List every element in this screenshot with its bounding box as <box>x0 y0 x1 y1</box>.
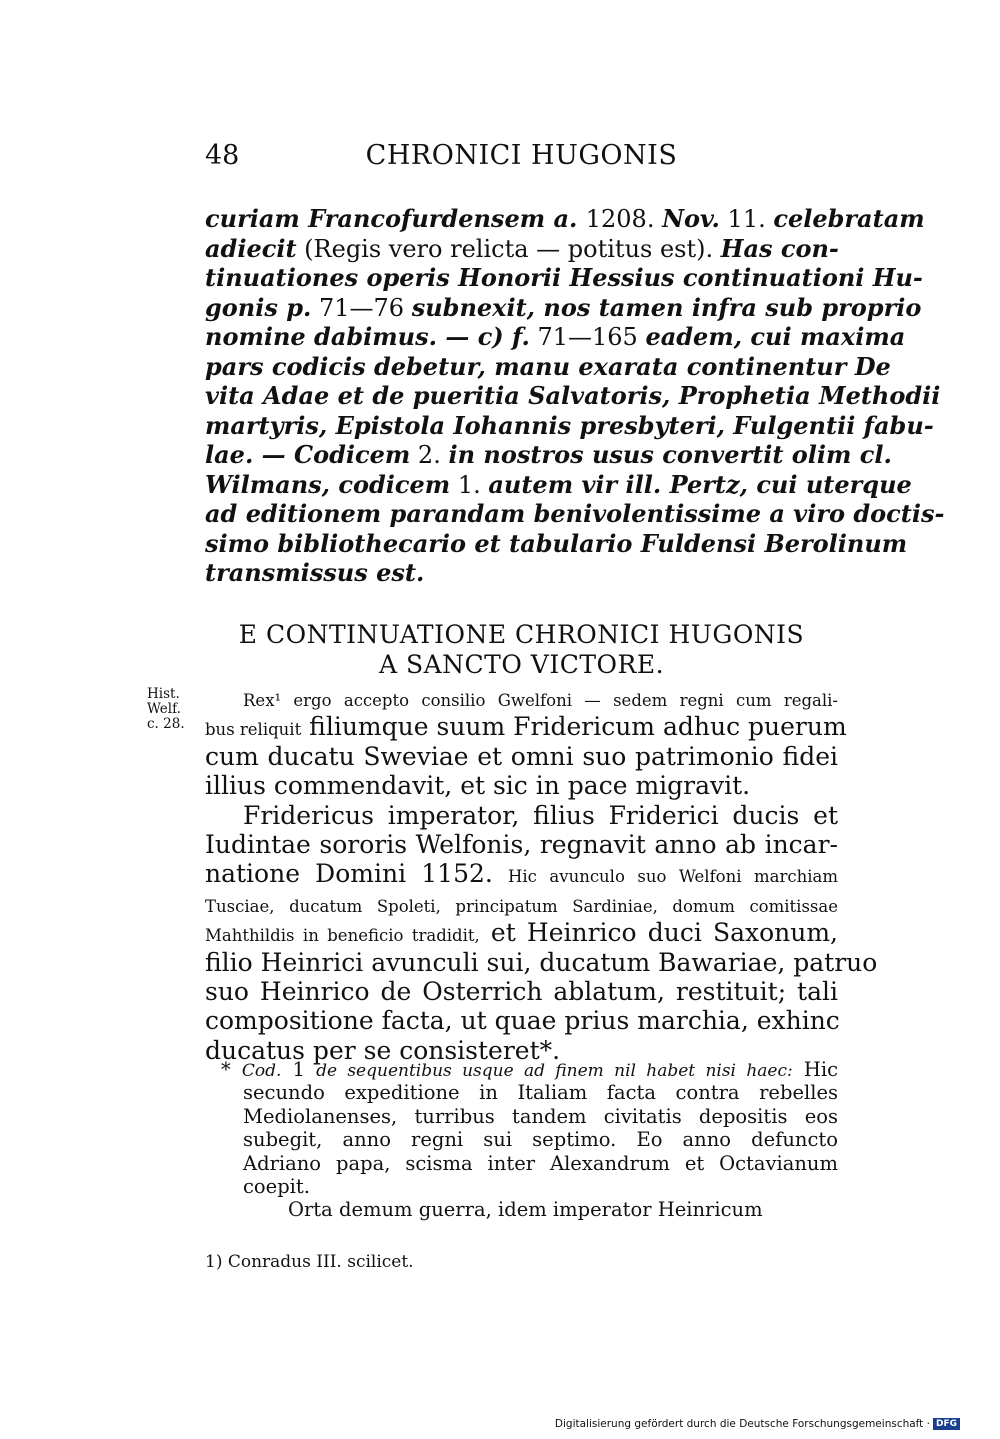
text-span: 71—76 <box>311 293 412 322</box>
footnote-line <box>243 1081 838 1104</box>
text-line <box>205 322 906 352</box>
text-line <box>205 742 838 771</box>
text-span: 1208. <box>585 205 663 233</box>
text-span: * <box>221 1058 242 1081</box>
text-span: Hic avunculo suo Welfoni marchiam <box>508 867 838 887</box>
text-span: Fridericus imperator, filius Friderici ducis et <box>243 800 838 830</box>
footnote <box>221 1058 838 1222</box>
text-span: tinuationes operis Honorii Hessius continuationi Hu- <box>205 263 923 292</box>
text-line <box>205 771 838 800</box>
page-number: 48 <box>205 140 240 171</box>
text-span: celebratam <box>773 204 925 233</box>
margin-note-line: Welf. <box>147 701 181 717</box>
credit-text: Digitalisierung gefördert durch die Deutsche Forschungsgemeinschaft · <box>554 1418 930 1430</box>
text-span: natione Domini 1152. <box>205 859 509 889</box>
text-span: 1. <box>450 470 489 499</box>
text-span: Has con- <box>720 233 839 263</box>
running-title: CHRONICI HUGONIS <box>365 140 678 171</box>
text-line <box>205 410 934 441</box>
text-span: Wilmans, codicem <box>205 469 451 499</box>
text-span: secundo expeditione in Italiam facta contra rebelles <box>243 1081 838 1105</box>
text-line <box>205 263 923 293</box>
text-span: Adriano papa, scisma inter Alexandrum et Octavianum <box>243 1151 838 1175</box>
text-line <box>205 712 847 742</box>
text-span: Orta demum guerra, idem imperator Heinricum <box>288 1198 763 1222</box>
text-span: 71—165 <box>529 323 646 351</box>
text-span: lae. — Codicem <box>205 440 411 469</box>
text-span: autem vir ill. Pertz, cui uterque <box>488 469 912 499</box>
text-span: filio Heinrici avunculi sui, ducatum Bawariae, patruo <box>205 947 878 977</box>
text-span: Cod. <box>241 1061 282 1081</box>
text-span: cum ducatu Sweviae et omni suo patrimonio fidei <box>205 741 838 771</box>
text-line <box>205 499 945 529</box>
text-line <box>205 204 925 234</box>
text-line <box>205 381 941 411</box>
text-span: ducatus per se consisteret*. <box>205 1035 561 1065</box>
text-line <box>205 440 892 470</box>
text-line <box>205 859 838 888</box>
reference-note: 1) Conradus III. scilicet. <box>205 1252 414 1272</box>
text-line <box>205 1006 838 1035</box>
text-span: coepit. <box>243 1174 310 1198</box>
footnote-line <box>243 1175 838 1198</box>
footnote-line <box>243 1198 838 1221</box>
margin-note-line: Hist. <box>147 686 180 702</box>
text-line <box>205 889 838 918</box>
text-span: filiumque suum Fridericum adhuc puerum <box>301 712 847 742</box>
text-span: eadem, cui maxima <box>645 322 906 351</box>
text-span: de sequentibus usque ad finem nil habet nisi haec: <box>316 1061 793 1081</box>
text-span: bus reliquit <box>205 720 302 740</box>
text-span: adiecit <box>205 233 297 263</box>
text-line <box>205 528 908 559</box>
main-text <box>205 683 878 1065</box>
intro-paragraph <box>205 204 945 588</box>
digitization-credit <box>555 1418 960 1430</box>
text-span: suo Heinrico de Osterrich ablatum, restituit; tali <box>205 976 838 1006</box>
text-span: Iudintae sororis Welfonis, regnavit anno ab incar- <box>205 829 838 859</box>
text-span: compositione facta, ut quae prius marchia, exhinc <box>205 1006 840 1036</box>
text-span: Mediolanenses, turribus tandem civitatis depositis eos <box>243 1104 838 1128</box>
text-span: ad editionem parandam benivolentissime a viro doctis- <box>205 499 945 528</box>
text-line <box>205 947 878 977</box>
footnote-line <box>243 1152 838 1175</box>
text-span: transmissus est. <box>205 558 425 587</box>
text-span: 11. <box>719 205 774 233</box>
text-span: subegit, anno regni sui septimo. Eo anno defuncto <box>243 1128 838 1152</box>
text-span: subnexit, nos tamen infra sub proprio <box>411 292 922 322</box>
text-span: a. <box>545 204 586 233</box>
text-line <box>205 830 838 859</box>
text-span: pars codicis debetur, manu exarata continentur De <box>205 351 891 381</box>
text-span: curiam Francofurdensem <box>205 204 546 233</box>
margin-note <box>147 687 203 732</box>
text-span: Hic <box>792 1058 838 1081</box>
text-line <box>205 918 838 947</box>
footnote-line <box>221 1058 838 1081</box>
text-span: Mahthildis in beneficio tradidit, <box>205 926 480 946</box>
text-span: et Heinrico duci Saxonum, <box>479 918 838 948</box>
margin-note-line: c. 28. <box>147 716 185 732</box>
text-span: martyris, Epistola Iohannis presbyteri, Fulgentii fabu- <box>205 410 934 440</box>
text-span: gonis p. <box>205 292 312 322</box>
section-title-line-2: A SANCTO VICTORE. <box>378 650 665 679</box>
text-span: Tusciae, ducatum Spoleti, principatum Sardiniae, domum comitissae <box>205 896 838 916</box>
text-line <box>205 801 838 830</box>
text-span: nomine dabimus. — c) f. <box>205 322 530 351</box>
text-span: illius commendavit, et sic in pace migravit. <box>205 771 751 801</box>
text-span: in nostros usus convertit olim cl. <box>448 440 892 469</box>
text-line <box>205 234 838 264</box>
text-span: Nov. <box>662 204 720 233</box>
page-header <box>205 140 838 180</box>
text-line <box>205 351 891 382</box>
text-span: simo bibliothecario et tabulario Fuldensi Berolinum <box>205 528 908 558</box>
footnote-line <box>243 1105 838 1128</box>
text-span: 1 <box>281 1058 317 1081</box>
text-span: Rex¹ ergo accepto consilio Gwelfoni — sedem regni cum regali- <box>243 691 838 710</box>
text-line <box>205 558 838 588</box>
text-span: (Regis vero relicta — potitus est). <box>296 234 721 263</box>
text-span: vita Adae et de pueritia Salvatoris, Prophetia Methodii <box>205 381 941 410</box>
section-title-line-1: E CONTINUATIONE CHRONICI HUGONIS <box>238 620 805 649</box>
text-line <box>205 977 838 1006</box>
dfg-logo: DFG <box>933 1418 960 1430</box>
footnote-line <box>243 1128 838 1151</box>
text-line <box>205 469 912 500</box>
text-line <box>205 292 922 323</box>
text-line <box>205 683 838 712</box>
text-span: 2. <box>410 441 449 469</box>
